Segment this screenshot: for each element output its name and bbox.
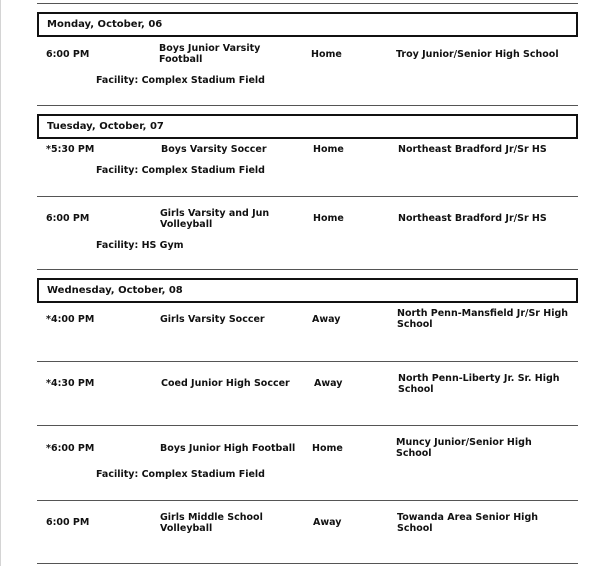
event-opponent: Northeast Bradford Jr/Sr HS [398,144,547,155]
event-opponent: North Penn-Liberty Jr. Sr. High School [398,373,560,395]
event-opponent: North Penn-Mansfield Jr/Sr High School [397,308,569,330]
day-separator [37,3,578,4]
event-sport: Coed Junior High Soccer [161,378,290,389]
page-edge [0,0,1,566]
event-time: *5:30 PM [46,144,95,155]
event-separator [37,500,578,501]
event-sport: Girls Varsity Soccer [160,314,265,325]
event-opponent: Troy Junior/Senior High School [396,49,559,60]
day-header-tuesday [37,114,578,139]
event-facility: Facility: Complex Stadium Field [96,75,265,86]
event-time: *4:30 PM [46,378,95,389]
event-facility: Facility: Complex Stadium Field [96,165,265,176]
event-location: Away [313,517,342,528]
event-opponent: Northeast Bradford Jr/Sr HS [398,213,547,224]
event-separator [37,196,578,197]
event-facility: Facility: Complex Stadium Field [96,469,265,480]
event-opponent: Muncy Junior/Senior High School [396,437,532,459]
event-location: Away [314,378,343,389]
event-separator [37,425,578,426]
day-date: Monday, October, 06 [47,19,163,30]
event-time: 6:00 PM [46,213,90,224]
event-separator [37,361,578,362]
event-sport: Girls Varsity and Jun Volleyball [160,208,270,230]
day-separator [37,105,578,106]
day-date: Tuesday, October, 07 [47,121,164,132]
event-location: Home [311,49,342,60]
event-separator [37,563,578,564]
event-facility: Facility: HS Gym [96,240,184,251]
event-sport: Boys Junior Varsity Football [159,43,261,65]
event-sport: Girls Middle School Volleyball [160,512,263,534]
event-location: Away [312,314,341,325]
day-separator [37,269,578,270]
day-date: Wednesday, October, 08 [47,285,183,296]
day-header-wednesday [37,278,578,303]
event-time: *6:00 PM [46,443,95,454]
event-location: Home [313,144,344,155]
event-location: Home [312,443,343,454]
event-time: 6:00 PM [46,517,90,528]
event-time: 6:00 PM [46,49,90,60]
event-location: Home [313,213,344,224]
event-sport: Boys Varsity Soccer [161,144,267,155]
day-header-monday [37,12,578,37]
event-sport: Boys Junior High Football [160,443,296,454]
event-opponent: Towanda Area Senior High School [397,512,539,534]
event-time: *4:00 PM [46,314,95,325]
